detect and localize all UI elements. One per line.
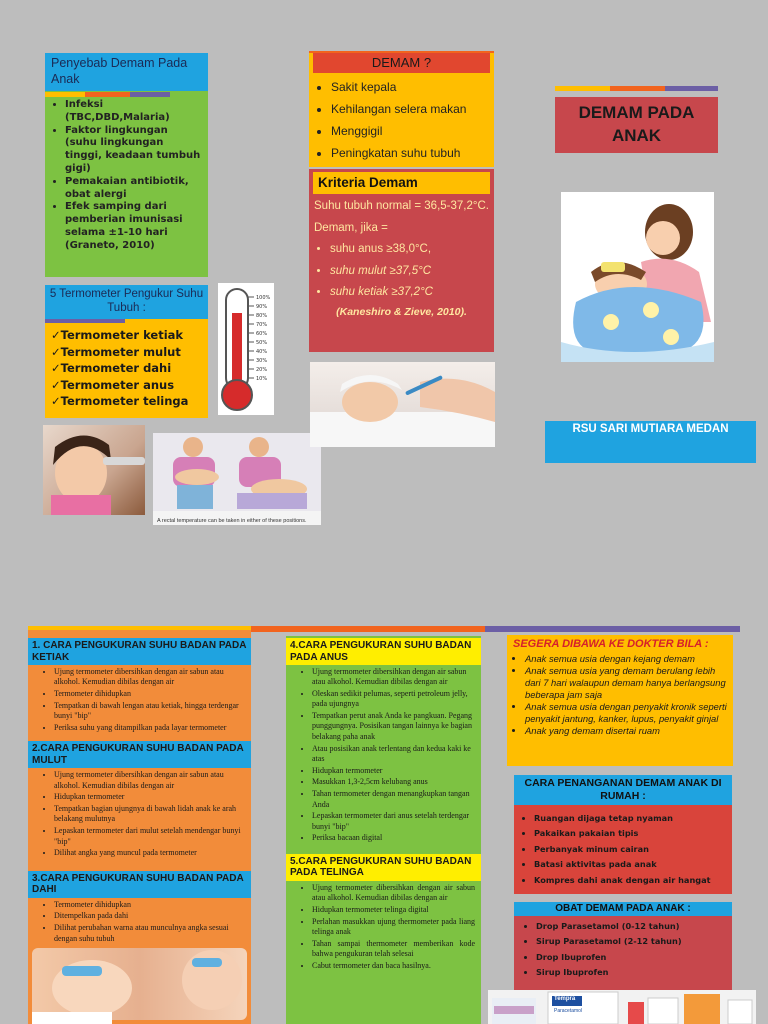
cara1-item: • Termometer dihidupkan — [54, 689, 247, 699]
scale-label: 80% — [256, 313, 268, 319]
termometer-item: ✓Termometer ketiak — [51, 328, 184, 342]
decorative-stripe — [45, 92, 85, 97]
termometer-title: 5 Termometer Pengukur Suhu Tubuh : — [45, 285, 208, 319]
cara5-item: • Hidupkan termometer telinga digital — [312, 905, 475, 915]
cara4-item: • Oleskan sedikit pelumas, seperti petroleum jelly, pada ujungnya — [312, 689, 477, 710]
obat-item: • Sirup Ibuprofen — [536, 965, 728, 980]
decorative-stripe — [485, 626, 740, 632]
penanganan-item: • Batasi aktivitas pada anak — [534, 857, 728, 872]
decorative-stripe — [665, 86, 718, 91]
demam-title: DEMAM ? — [313, 53, 490, 73]
mother-child-cartoon — [561, 192, 714, 362]
white-label-strip — [32, 1012, 112, 1024]
cara3-title: 3.CARA PENGUKURAN SUHU BADAN PADA DAHI — [28, 871, 251, 898]
forehead-thermometer-photo — [32, 948, 247, 1020]
demam-box — [309, 53, 494, 167]
segera-item: • Anak semua usia dengan kejang demam — [525, 653, 729, 665]
thermometer-icon — [218, 283, 274, 415]
cara1-title: 1. CARA PENGUKURAN SUHU BADAN PADA KETIAK — [28, 638, 251, 665]
cara4-item: • Lepaskan termometer dari anus setelah terdengar bunyi "bip" — [312, 811, 477, 832]
scale-label: 50% — [256, 340, 268, 346]
penanganan-item: • Ruangan dijaga tetap nyaman — [534, 811, 728, 826]
scale-label: 30% — [256, 358, 268, 364]
cara4-title: 4.CARA PENGUKURAN SUHU BADAN PADA ANUS — [286, 638, 481, 665]
scale-label: 90% — [256, 304, 268, 310]
obat-title: OBAT DEMAM PADA ANAK : — [514, 902, 732, 916]
termometer-item: ✓Termometer dahi — [51, 361, 172, 376]
page-title: DEMAM PADA ANAK — [555, 97, 718, 153]
cara5-item: • Tahan sampai thermometer memberikan kode bahwa pengukuran telah selesai — [312, 939, 475, 960]
kriteria-citation: (Kaneshiro & Zieve, 2010). — [336, 305, 467, 318]
cara4-item: • Atau posisikan anak terlentang dan kedua kaki ke atas — [312, 744, 477, 765]
cara4-item: • Ujung termometer dibersihkan dengan air sabun atau alkohol. Kemudian dibilas dengan air — [312, 667, 477, 688]
decorative-stripe — [85, 92, 130, 97]
product-label: Paracetamol — [554, 1008, 583, 1014]
cara5-item: • Perlahan masukkan ujung thermometer pada liang telinga anak — [312, 917, 475, 938]
scale-label: 70% — [256, 322, 268, 328]
cara3-item: • Dilihat perubahan warna atau munculnya angka sesuai dengan suhu tubuh — [54, 923, 247, 944]
cara5-item: • Ujung termometer dibersihkan dengan air sabun atau alkohol. Kemudian dibilas dengan air — [312, 883, 475, 904]
cara1-item: • Tempatkan di bawah lengan atau ketiak, hingga terdengar bunyi "bip" — [54, 701, 247, 722]
hospital-name: RSU SARI MUTIARA MEDAN — [545, 421, 756, 463]
demam-item: • Kehilangan selera makan — [331, 98, 490, 120]
medicine-bottles-icon — [488, 990, 756, 1024]
segera-item: • Anak yang demam disertai ruam — [525, 725, 729, 737]
kriteria-box — [309, 169, 494, 352]
termometer-box — [45, 285, 208, 418]
penyebab-title: Penyebab Demam Pada Anak — [45, 53, 208, 91]
cara2-item: • Dilihat angka yang muncul pada termometer — [54, 848, 247, 858]
cara-column-1 — [28, 630, 251, 1024]
demam-item: • Menggigil — [331, 120, 490, 142]
segera-item: • Anak semua usia yang demam berulang lebih dari 7 hari walaupun demam hanya berlangsung beberapa jam saja — [525, 665, 729, 701]
cara1-item: • Ujung termometer dibersihkan dengan air sabun atau alkohol. Kemudian dibilas dengan air — [54, 667, 247, 688]
baby-photo-icon — [32, 948, 247, 1020]
penanganan-item: • Perbanyak minum cairan — [534, 842, 728, 857]
cara4-item: • Hidupkan termometer — [312, 766, 477, 776]
penanganan-item: • Kompres dahi anak dengan air hangat — [534, 873, 728, 888]
child-photo-icon — [43, 425, 145, 515]
scale-label: 100% — [256, 295, 271, 301]
cara2-item: • Ujung termometer dibersihkan dengan air sabun atau alkohol. Kemudian dibilas dengan air — [54, 770, 247, 791]
cara4-item: • Periksa bacaan digital — [312, 833, 477, 843]
penyebab-item: • Pemakaian antibiotik, obat alergi — [65, 176, 202, 202]
termometer-item: ✓Termometer anus — [51, 377, 175, 392]
cara2-item: • Lepaskan termometer dari mulut setelah mendengar bunyi "bip" — [54, 826, 247, 847]
kriteria-title: Kriteria Demam — [313, 172, 490, 194]
cara-column-2 — [286, 636, 481, 1024]
demam-item: • Sakit kepala — [331, 76, 490, 98]
rectal-position-illustration — [153, 433, 321, 525]
cara4-item: • Masukkan 1,3-2,5cm kelubang anus — [312, 777, 477, 787]
segera-item: • Anak semua usia dengan penyakit kronik seperti penyakit jantung, kanker, lupus, penyakit ginjal — [525, 701, 729, 725]
decorative-stripe — [555, 86, 610, 91]
obat-box — [514, 902, 732, 990]
cara2-title: 2.CARA PENGUKURAN SUHU BADAN PADA MULUT — [28, 741, 251, 768]
sick-child-photo — [310, 362, 495, 447]
kriteria-normal: Suhu tubuh normal = 36,5-37,2°C. — [314, 200, 489, 212]
segera-box — [507, 635, 733, 766]
child-ear-thermometer-photo — [43, 425, 145, 515]
demam-item: • Peningkatan suhu tubuh — [331, 142, 490, 164]
sick-child-cartoon-icon — [561, 192, 714, 362]
kriteria-jika: Demam, jika = — [314, 221, 388, 234]
sick-child-icon — [310, 362, 495, 447]
penyebab-item: • Infeksi (TBC,DBD,Malaria) — [65, 99, 202, 125]
penanganan-item: • Pakaikan pakaian tipis — [534, 826, 728, 841]
penyebab-box — [45, 53, 208, 277]
scale-label: 40% — [256, 349, 268, 355]
scale-label: 60% — [256, 331, 268, 337]
cara2-item: • Hidupkan termometer — [54, 792, 247, 802]
photo-caption: A rectal temperature can be taken in either of these positions. — [157, 518, 307, 524]
cara5-title: 5.CARA PENGUKURAN SUHU BADAN PADA TELINGA — [286, 854, 481, 881]
obat-item: • Drop Ibuprofen — [536, 950, 728, 965]
scale-label: 10% — [256, 376, 268, 382]
kriteria-item: • suhu mulut ≥37,5°C — [330, 261, 489, 283]
cara3-item: • Termometer dihidupkan — [54, 900, 247, 910]
cara1-item: • Periksa suhu yang ditampilkan pada layar termometer — [54, 723, 247, 733]
medicine-products-photo — [488, 990, 756, 1024]
obat-item: • Drop Parasetamol (0-12 tahun) — [536, 919, 728, 934]
decorative-stripe — [130, 92, 170, 97]
cara2-item: • Tempatkan bagian ujungnya di bawah lidah anak ke arah belakang mulutnya — [54, 804, 247, 825]
kriteria-item: • suhu ketiak ≥37,2°C — [330, 282, 489, 304]
product-label: Tempra — [554, 996, 576, 1002]
obat-item: • Sirup Parasetamol (2-12 tahun) — [536, 934, 728, 949]
thermometer-illustration — [218, 283, 274, 415]
penanganan-box — [514, 775, 732, 894]
decorative-stripe — [251, 626, 485, 632]
kriteria-item: • suhu anus ≥38,0°C, — [330, 239, 489, 261]
penanganan-title: CARA PENANGANAN DEMAM ANAK DI RUMAH : — [514, 775, 732, 805]
scale-label: 20% — [256, 367, 268, 373]
decorative-stripe — [610, 86, 665, 91]
termometer-item: ✓Termometer mulut — [51, 344, 181, 359]
cara5-item: • Cabut termometer dan baca hasilnya. — [312, 961, 475, 971]
cara4-item: • Tahan termometer dengan menangkupkan tangan Anda — [312, 789, 477, 810]
penyebab-item: • Efek samping dari pemberian imunisasi selama ±1-10 hari (Graneto, 2010) — [65, 201, 202, 252]
termometer-item: ✓Termometer telinga — [51, 394, 189, 409]
mother-child-illustration-icon — [153, 433, 321, 511]
cara3-item: • Ditempelkan pada dahi — [54, 911, 247, 921]
cara4-item: • Tempatkan perut anak Anda ke pangkuan. Pegang punggungnya. Posisikan tangan lainnya ke bagian belakang paha anak — [312, 711, 477, 742]
segera-title: SEGERA DIBAWA KE DOKTER BILA : — [513, 638, 709, 650]
penyebab-item: • Faktor lingkungan (suhu lingkungan tinggi, keadaan tumbuh gigi) — [65, 125, 202, 176]
